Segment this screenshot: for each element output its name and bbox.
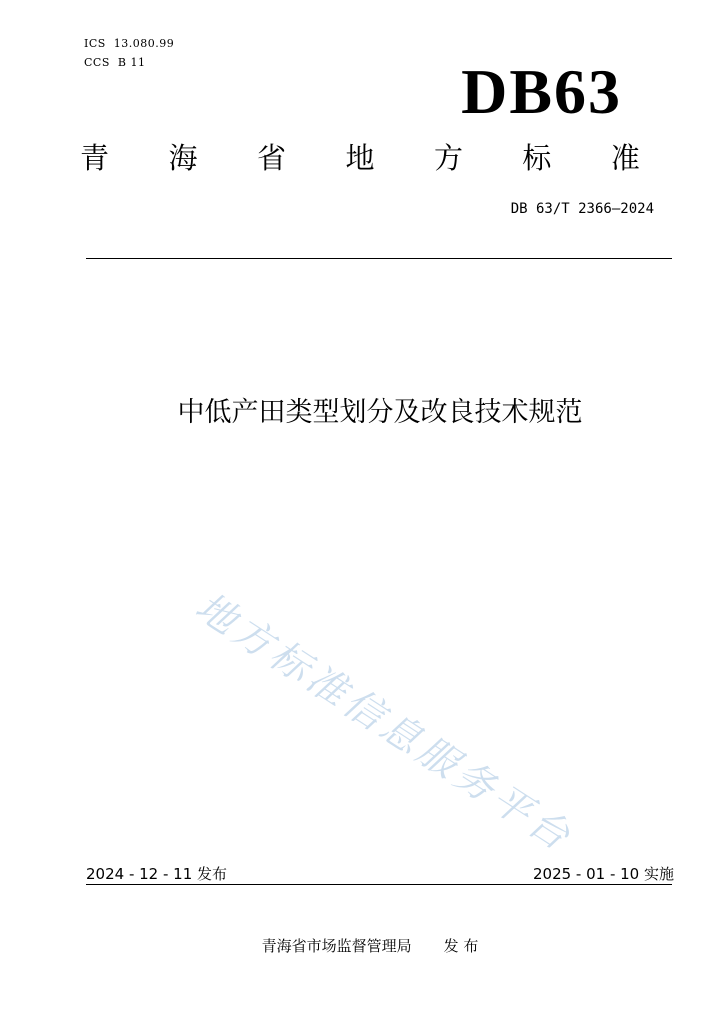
standard-code-logo: DB63 bbox=[461, 56, 622, 127]
issuer-title-char: 地 bbox=[345, 141, 375, 175]
effective-date: 2025 - 01 - 10 实施 bbox=[532, 865, 674, 883]
publisher-action: 发 布 bbox=[443, 937, 479, 955]
footer-divider bbox=[86, 884, 672, 885]
issuer-title-char: 标 bbox=[522, 141, 552, 175]
publisher-name: 青海省市场监督管理局 bbox=[261, 937, 412, 955]
ics-code: ICS 13.080.99 bbox=[84, 37, 175, 50]
issuer-title-char: 准 bbox=[610, 141, 640, 175]
issuer-title-char: 海 bbox=[168, 141, 198, 175]
issuer-title bbox=[80, 138, 640, 178]
publish-date: 2024 - 12 - 11 发布 bbox=[86, 865, 228, 883]
document-title: 中低产田类型划分及改良技术规范 bbox=[177, 397, 583, 428]
issuer-title-char: 方 bbox=[433, 141, 463, 175]
ccs-code: CCS B 11 bbox=[84, 56, 146, 69]
publisher-line bbox=[0, 935, 724, 957]
header-divider bbox=[86, 258, 672, 259]
standard-number: DB 63/T 2366—2024 bbox=[510, 201, 654, 217]
issuer-title-char: 省 bbox=[256, 141, 286, 175]
issuer-title-char: 青 bbox=[80, 141, 110, 175]
watermark: 地方标准信息服务平台 bbox=[187, 584, 581, 862]
